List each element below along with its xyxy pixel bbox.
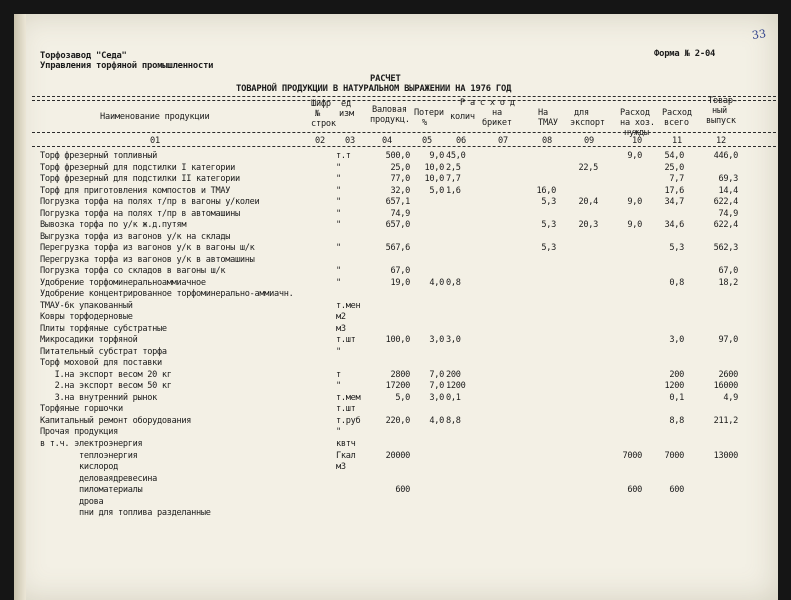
cell-name: Вывозка торфа по у/к ж.д.путям [40, 220, 187, 231]
col-num-08: 08 [542, 136, 552, 146]
cell-export: 22,5 [578, 162, 598, 173]
cell-total: 54,0 [664, 151, 684, 161]
cell-out: 4,9 [723, 392, 738, 403]
cell-own: 9,0 [627, 197, 642, 208]
cell-loss-pct: 10,0 [424, 174, 444, 185]
col-num-09: 09 [584, 136, 594, 146]
cell-unit: квтч [336, 439, 356, 449]
col-output-header-3: выпуск [706, 116, 736, 126]
cell-loss-qty: 7,7 [446, 174, 461, 185]
cell-name: дрова [40, 496, 104, 507]
cell-loss-pct: 7,0 [429, 381, 444, 392]
cell-loss-qty: 2,5 [446, 162, 461, 173]
page-number-mark: 33 [751, 27, 767, 42]
col-brik-header-1: на [492, 108, 502, 118]
cell-name: Капитальный ремонт оборудования [40, 415, 192, 426]
cell-name: Погрузка торфа со складов в вагоны ш/к [40, 266, 226, 277]
cell-out: 97,0 [718, 335, 738, 346]
cell-total: 25,0 [664, 162, 684, 173]
cell-loss-qty: 1200 [446, 381, 466, 392]
cell-export: 20,3 [578, 220, 598, 231]
cell-tmau: 5,3 [541, 197, 556, 208]
col-code-header-2: № [315, 109, 320, 119]
cell-unit: т.шт [336, 335, 356, 346]
cell-total: 3,0 [669, 335, 684, 346]
cell-name: Ковры торфодерновые [40, 312, 133, 323]
col-num-11: 11 [672, 136, 682, 146]
document-page [14, 14, 778, 600]
header-rule-top [32, 96, 776, 97]
cell-unit: м3 [336, 462, 346, 473]
cell-gross: 25,0 [390, 162, 410, 173]
col-output-header-1: Товар- [708, 96, 738, 106]
cell-gross: 2800 [390, 369, 410, 380]
title-line-1: РАСЧЕТ [370, 74, 401, 84]
cell-gross: 657,1 [385, 197, 410, 208]
cell-loss-qty: 0,8 [446, 277, 461, 288]
cell-total: 600 [669, 485, 684, 496]
cell-total: 34,7 [664, 197, 684, 208]
cell-total: 0,1 [669, 392, 684, 403]
cell-name: в т.ч. электроэнергия [40, 439, 143, 449]
cell-name: теплоэнергия [40, 450, 138, 461]
cell-unit: Гкал [336, 450, 356, 461]
cell-out: 562,3 [713, 243, 738, 254]
cell-export: 20,4 [578, 197, 598, 208]
col-brik-header-2: брикет [482, 118, 512, 128]
cell-own: 7000 [622, 450, 642, 461]
cell-name: Торф моховой для поставки [40, 358, 162, 369]
col-export-header-2: экспорт [570, 118, 605, 128]
col-qty-header: колич [450, 112, 475, 122]
col-tmau-header-1: На [538, 108, 548, 118]
col-num-12: 12 [716, 136, 726, 146]
cell-loss-pct: 3,0 [429, 392, 444, 403]
col-name-header: Наименование продукции [100, 112, 210, 122]
cell-loss-pct: 7,0 [429, 369, 444, 380]
col-num-06: 06 [456, 136, 466, 146]
org-line-1: Торфозавод "Седа" [40, 51, 127, 61]
col-num-04: 04 [382, 136, 392, 146]
cell-total: 8,8 [669, 415, 684, 426]
cell-name: кислород [40, 462, 118, 473]
col-num-07: 07 [498, 136, 508, 146]
cell-out: 14,4 [718, 185, 738, 196]
cell-name: Погрузка торфа на полях т/пр в автомашины [40, 208, 240, 219]
cell-unit: т.мем [336, 392, 361, 403]
cell-unit: " [336, 266, 341, 277]
cell-unit: " [336, 185, 341, 196]
cell-gross: 600 [395, 485, 410, 496]
cell-name: деловаядревесина [40, 473, 157, 484]
cell-gross: 100,0 [385, 335, 410, 346]
cell-tmau: 5,3 [541, 243, 556, 254]
col-own-header-3: нужды [624, 128, 649, 138]
cell-total: 5,3 [669, 243, 684, 254]
cell-unit: " [336, 162, 341, 173]
col-code-header-3: строк [311, 119, 336, 129]
cell-gross: 17200 [385, 381, 410, 392]
org-line-2: Управления торфяной промышленности [40, 61, 214, 71]
cell-gross: 657,0 [385, 220, 410, 231]
cell-unit: " [336, 174, 341, 185]
cell-gross: 77,0 [390, 174, 410, 185]
cell-out: 211,2 [713, 415, 738, 426]
cell-own: 9,0 [627, 220, 642, 231]
cell-loss-qty: 1,6 [446, 185, 461, 196]
cell-unit: т.мен [336, 300, 361, 311]
cell-unit: " [336, 346, 341, 357]
col-loss-header-1: Потери [414, 108, 444, 118]
col-gross-header-1: Валовая [372, 105, 407, 115]
col-own-header-2: на хоз. [620, 118, 655, 128]
cell-loss-pct: 9,0 [429, 151, 444, 161]
col-own-header-1: Расход [620, 108, 650, 118]
cell-unit: " [336, 220, 341, 231]
cell-loss-qty: 3,0 [446, 335, 461, 346]
cell-tmau: 5,3 [541, 220, 556, 231]
cell-name: Удобрение концентрированное торфоминерально-аммиачн. [40, 289, 294, 300]
cell-name: 2.на экспорт весом 50 кг [40, 381, 172, 392]
cell-gross: 220,0 [385, 415, 410, 426]
cell-unit: " [336, 243, 341, 254]
cell-total: 200 [669, 369, 684, 380]
cell-unit: " [336, 277, 341, 288]
col-unit-header-1: ед [341, 99, 351, 109]
cell-unit: " [336, 381, 341, 392]
cell-name: Торф для приготовления компостов и ТМАУ [40, 185, 231, 196]
cell-name: Торф фрезерный для подстилки II категории [40, 174, 240, 185]
cell-unit: т [336, 369, 341, 380]
cell-gross: 5,0 [395, 392, 410, 403]
cell-out: 69,3 [718, 174, 738, 185]
cell-gross: 67,0 [390, 266, 410, 277]
cell-name: Торф фрезерный топливный [40, 151, 157, 161]
cell-loss-qty: 200 [446, 369, 461, 380]
cell-unit: " [336, 427, 341, 438]
cell-gross: 567,6 [385, 243, 410, 254]
cell-gross: 32,0 [390, 185, 410, 196]
cell-tmau: 16,0 [536, 185, 556, 196]
cell-out: 67,0 [718, 266, 738, 277]
cell-loss-pct: 4,0 [429, 277, 444, 288]
cell-unit: т.руб [336, 415, 361, 426]
col-loss-header-2: % [422, 118, 427, 128]
cell-name: Погрузка торфа на полях т/пр в вагоны у/колеи [40, 197, 260, 208]
cell-name: Перегрузка торфа из вагонов у/к в вагоны ш/к [40, 243, 255, 254]
cell-name: Питательный субстрат торфа [40, 346, 167, 357]
cell-name: Удобрение торфоминеральноаммиачное [40, 277, 206, 288]
cell-name: Перегрузка торфа из вагонов у/к в автомашины [40, 254, 255, 265]
cell-total: 17,6 [664, 185, 684, 196]
cell-total: 34,6 [664, 220, 684, 231]
cell-gross: 19,0 [390, 277, 410, 288]
col-num-02: 02 [315, 136, 325, 146]
cell-unit: т.т [336, 151, 351, 161]
cell-gross: 500,0 [385, 151, 410, 161]
cell-unit: м3 [336, 323, 346, 334]
cell-name: 3.на внутренний рынок [40, 392, 157, 403]
col-export-header-1: для [574, 108, 589, 118]
cell-out: 13000 [713, 450, 738, 461]
cell-name: Прочая продукция [40, 427, 118, 438]
cell-gross: 74,9 [390, 208, 410, 219]
col-gross-header-2: продукц. [370, 115, 410, 125]
cell-name: пни для топлива разделанные [40, 508, 211, 519]
cell-own: 600 [627, 485, 642, 496]
binding-edge [14, 14, 26, 600]
col-num-10: 10 [632, 136, 642, 146]
col-num-01: 01 [150, 136, 160, 146]
col-total-header-1: Расход [662, 108, 692, 118]
cell-out: 446,0 [713, 151, 738, 161]
col-unit-header-2: изм [339, 109, 354, 119]
cell-out: 74,9 [718, 208, 738, 219]
header-rule-top-2 [32, 100, 776, 101]
cell-loss-qty: 0,1 [446, 392, 461, 403]
cell-out: 2600 [718, 369, 738, 380]
cell-unit: " [336, 197, 341, 208]
cell-name: ТМАУ-6к упакованный [40, 300, 133, 311]
form-number: Форма № 2-04 [654, 49, 716, 59]
cell-out: 622,4 [713, 197, 738, 208]
col-total-header-2: всего [664, 118, 689, 128]
cell-total: 7000 [664, 450, 684, 461]
cell-gross: 20000 [385, 450, 410, 461]
cell-out: 18,2 [718, 277, 738, 288]
cell-out: 622,4 [713, 220, 738, 231]
cell-name: I.на экспорт весом 20 кг [40, 369, 172, 380]
cell-name: Плиты торфяные субстратные [40, 323, 167, 334]
col-num-05: 05 [422, 136, 432, 146]
cell-loss-qty: 45,0 [446, 151, 466, 161]
cell-name: Микросадики торфяной [40, 335, 138, 346]
cell-unit: т.шт [336, 404, 356, 415]
cell-total: 7,7 [669, 174, 684, 185]
cell-loss-pct: 5,0 [429, 185, 444, 196]
cell-loss-pct: 10,0 [424, 162, 444, 173]
cell-name: Выгрузка торфа из вагонов у/к на склады [40, 231, 231, 242]
cell-out: 16000 [713, 381, 738, 392]
col-tmau-header-2: ТМАУ [538, 118, 558, 128]
title-line-2: ТОВАРНОЙ ПРОДУКЦИИ В НАТУРАЛЬНОМ ВЫРАЖЕНИИ НА 1976 ГОД [236, 84, 512, 94]
col-code-header-1: Шифр [311, 99, 331, 109]
col-output-header-2: ный [712, 106, 727, 116]
cell-loss-pct: 4,0 [429, 415, 444, 426]
cell-name: Торф фрезерный для подстилки I категории [40, 162, 235, 173]
cell-total: 0,8 [669, 277, 684, 288]
header-rule-bottom [32, 146, 776, 147]
cell-name: Торфяные горшочки [40, 404, 123, 415]
cell-name: пиломатериалы [40, 485, 143, 496]
cell-total: 1200 [664, 381, 684, 392]
cell-unit: м2 [336, 312, 346, 323]
cell-loss-pct: 3,0 [429, 335, 444, 346]
col-num-03: 03 [345, 136, 355, 146]
cell-unit: " [336, 208, 341, 219]
cell-loss-qty: 8,8 [446, 415, 461, 426]
cell-own: 9,0 [627, 151, 642, 161]
header-rule-mid [32, 132, 776, 133]
col-raskhod-header: Р а с х о д [460, 98, 515, 108]
